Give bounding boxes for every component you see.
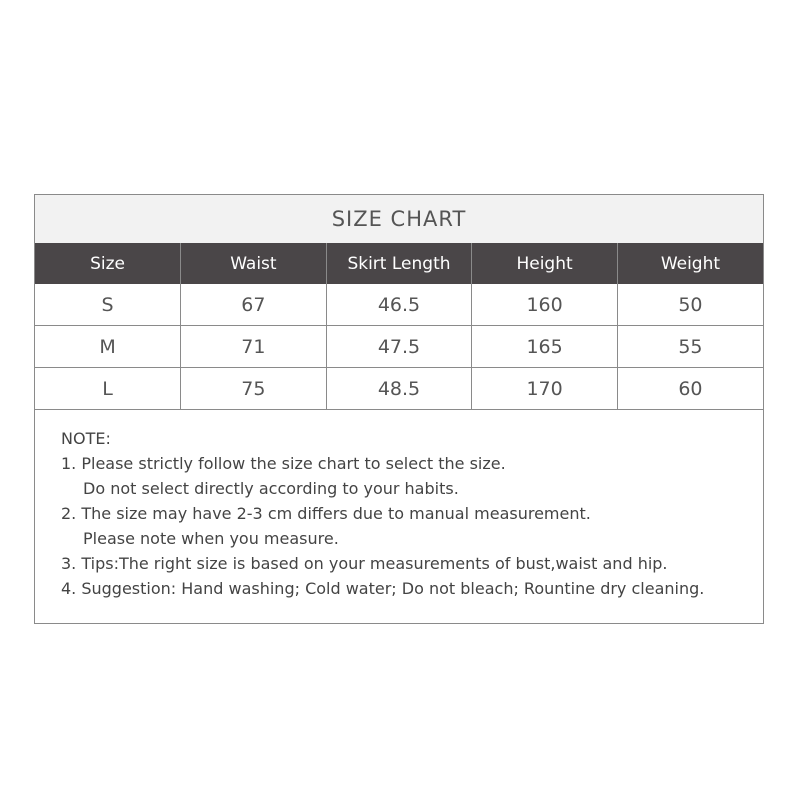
column-header-height: Height — [472, 243, 618, 284]
table-cell: 165 — [472, 326, 618, 368]
note-line: 4. Suggestion: Hand washing; Cold water; Do not bleach; Rountine dry cleaning. — [61, 579, 705, 598]
note-line: Do not select directly according to your habits. — [83, 479, 459, 498]
table-cell: 71 — [181, 326, 327, 368]
table-cell: S — [35, 284, 181, 326]
table-cell: 60 — [617, 368, 763, 410]
notes-heading: NOTE: — [61, 429, 111, 448]
table-cell: 47.5 — [326, 326, 472, 368]
table-cell: 50 — [617, 284, 763, 326]
table-cell: 170 — [472, 368, 618, 410]
notes-section — [35, 410, 763, 601]
table-cell: 75 — [181, 368, 327, 410]
column-header-weight: Weight — [617, 243, 763, 284]
table-cell: 67 — [181, 284, 327, 326]
note-line: 1. Please strictly follow the size chart to select the size. — [61, 454, 506, 473]
table-cell: 160 — [472, 284, 618, 326]
size-table — [35, 243, 763, 410]
note-line: Please note when you measure. — [83, 529, 339, 548]
column-header-skirt-length: Skirt Length — [326, 243, 472, 284]
note-line: 3. Tips:The right size is based on your measurements of bust,waist and hip. — [61, 554, 668, 573]
chart-title: SIZE CHART — [35, 195, 763, 243]
table-cell: M — [35, 326, 181, 368]
table-row — [35, 326, 763, 368]
column-header-waist: Waist — [181, 243, 327, 284]
table-cell: 55 — [617, 326, 763, 368]
table-header-row — [35, 243, 763, 284]
table-cell: 46.5 — [326, 284, 472, 326]
table-cell: 48.5 — [326, 368, 472, 410]
note-line: 2. The size may have 2-3 cm differs due to manual measurement. — [61, 504, 591, 523]
table-row — [35, 284, 763, 326]
column-header-size: Size — [35, 243, 181, 284]
table-row — [35, 368, 763, 410]
table-cell: L — [35, 368, 181, 410]
size-chart — [34, 194, 764, 624]
